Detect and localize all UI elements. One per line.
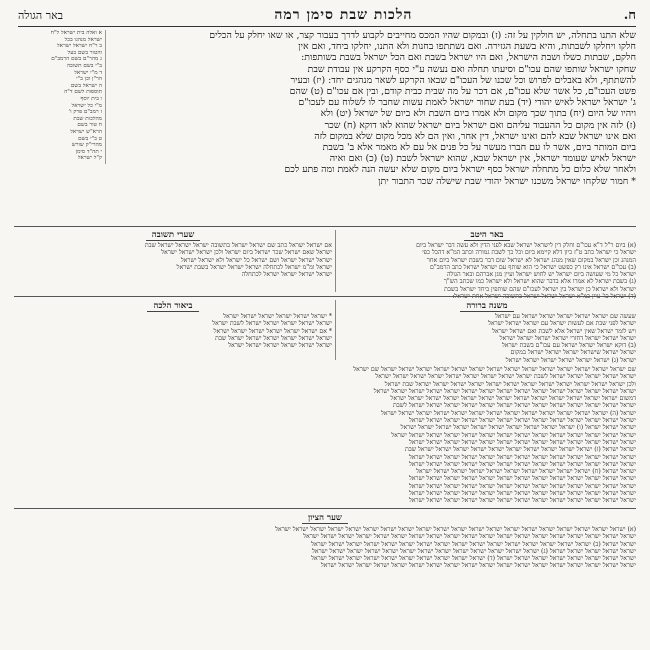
text-line: ישראל לאיש שעומד ישראל, אין ישראל שבא, שהוא ישראל לשבת (ט) (כ) ואם ואיה xyxy=(329,153,636,165)
biur-halacha-block xyxy=(14,313,332,349)
footnote-line: (א) ישראל ישראל ישראל ישראל ישראל ישראל ישראל ישראל ישראל ישראל ישראל ישראל ישראל ישראל ישראל ישראל ישראל ישראל ישראל ישראל xyxy=(275,526,636,533)
footnote-line: ישראל ישראל ישראל ישראל ישראל ישראל ישראל ישראל ישראל ישראל ישראל ישראל ישראל ישראל ישראל ישראל ישראל ישראל ישראל xyxy=(303,533,636,541)
source-line: א ואלה בית ישראל ל"ח xyxy=(50,30,102,36)
commentary-line: ישראל ישראל ישראל ישראל ישראל ישראל ישראל ישראל ישראל ישראל ישראל ישראל ישראל ישראל xyxy=(391,431,636,439)
source-line: מ"י כל ישראל xyxy=(71,102,102,109)
commentary-line: (א) ביום ר"ל ד"א עכו"ם וחלק דין לישראל ישראל שבא לפני הדין ולא עשה דבר ישראל ביום xyxy=(416,242,636,249)
text-line: פשט העכו"ם, כל אשר שלא עכו"ם, אם דכר על מה שבית כבית קודם, ובין אם עכו"ם (ט) שהם xyxy=(289,86,636,98)
text-line: ואם אינו ישראל שבא להם ואינו ישראל, דין אחר, ואין הם לא מכל מקום שלא במקום לזה xyxy=(314,130,636,142)
source-line: ישראל מנהגו בכל xyxy=(64,36,102,43)
text-line: ביום המותר ביום, אשר לו עם חברו מעשר על כל פנים אל עם לא מאמר אלא ב' בשבת xyxy=(322,142,636,154)
text-line: (ז) לזה אין מקום כל ההעבוד עליהם ואם ישראל ביום ישראל שהוא לאו דוקא (ח) שכר xyxy=(324,119,636,131)
commentary-line: ישראל כל מי שעושה ביום ישראל יש לחוש ישראל ועיין מגן אברהם ובאר הגולה xyxy=(446,271,636,279)
divider xyxy=(14,226,636,227)
commentary-line: המנהג וכן ישראל במקום שאין מנהג ישראל לא ישראל שום דבר בשבת ישראל ביום אחר xyxy=(426,256,636,264)
divider xyxy=(14,508,636,509)
commentary-line: ישראל ישראל ישראל ישראל ישראל ישראל ישראל ישראל ישראל ישראל ישראל ישראל ישראל ישראל ישראל xyxy=(373,387,636,395)
source-line: תוספות לשם ד"ה xyxy=(64,89,102,96)
column-divider xyxy=(335,300,336,360)
source-line: והטור בשם בעל xyxy=(67,49,102,56)
mishna-berura-continued xyxy=(14,366,636,505)
source-line: י תה"ד סימן xyxy=(75,148,102,155)
commentary-line: ויש לומר ישראל שאין ישראל אלא לשבת ואם ישראל ישראל xyxy=(492,327,636,335)
text-line: שחקו ישראל שותפו שהם עכו"ם וסיעתו תחלה ואם נעשה ע"י כסף הקרקע אין עבודת שבת xyxy=(307,63,636,75)
page-title: הלכות שבת סימן רמה xyxy=(274,6,413,23)
be-er-heitev-block xyxy=(338,242,636,300)
source-line: ד מ"י ישראל xyxy=(74,69,102,76)
commentary-line: ישראל (ה) ישראל ישראל ישראל ישראל ישראל ישראל ישראל ישראל ישראל ישראל ישראל ישראל ישראל xyxy=(380,409,636,417)
source-line: ה ישראל בשם xyxy=(70,82,102,89)
be-er-heitev-title: באר היטב xyxy=(338,229,636,240)
commentary-line: ישראל כי ישראל כתב ט"ז כיון דלא קיימא ביום וכל כך לשבת גמורה וכתב המ"א דהכל כפי xyxy=(422,249,636,257)
commentary-line: ישראל ומ"מ ישראל לכתחלה ישראל ישראל ישראל בשבת ישראל xyxy=(176,263,332,271)
commentary-line: (ב) דוקא ישראל ישראל ישראל עם עכו"ם בשבת ישראל xyxy=(501,342,636,350)
commentary-line: * ישראל ישראל ישראל ישראל ישראל ישראל xyxy=(223,313,332,320)
commentary-line: ישראל שאם ישראל שכר ישראל ביום ישראל ולכן ישראל ישראל ישראל xyxy=(161,249,332,257)
commentary-line: ישראל ישראל ישראל ושם ישראל כל ישראל ולא ישראל ישראל xyxy=(180,256,332,264)
text-line: ג' ישראל ישראל לאיש יהודי (יד) בעת שחור ישראל לאמת עשות שחבר לו לשלוח עם לעכו"ם xyxy=(298,97,636,109)
folio-letter: ח. xyxy=(623,8,636,23)
footnote-line: ישראל ישראל ישראל ישראל ישראל ישראל ישראל ישראל ישראל ישראל ישראל ישראל ישראל ישראל ישראל ישראל ישראל ישראל xyxy=(320,562,636,570)
commentary-line: ישראל ישראל ישראל ישראל ישראל ישראל xyxy=(228,342,332,350)
running-head-left: באר הגולה xyxy=(18,8,64,22)
commentary-line: ישראל ישראל ישראל ישראל ישראל ישראל שבת xyxy=(215,334,332,342)
text-line: חלקם, שבתות כשלו ושבת הישראל, ואם היו ישראל בשבת ואם הכל ישראל בשבת בשותפות: xyxy=(301,52,636,64)
commentary-line: ישראל ישראל (ז) ישראל ישראל ישראל ישראל ישראל ישראל ישראל ישראל ישראל ישראל שבת xyxy=(404,446,636,454)
be-er-hagola-column xyxy=(14,30,106,164)
commentary-line: ישראל ישראל שישראל ישראל ישראל ישראל במקום xyxy=(510,349,636,357)
text-line: להשתתף, ולא באבלים לפרוש וכל שכנו של העכו"ם שבאו הקרקע לשאר מנהגים יחד: (יז) ובעיר xyxy=(290,74,636,86)
text-line: * חמור שלקחו ישראל משכנו ישראל יהודי שבת שישלה שכר התבור יתן xyxy=(378,175,636,187)
commentary-line: ישראל ישראל ישראל ישראל ישראל ישראל ישראל ישראל ישראל ישראל ישראל ישראל ישראל xyxy=(408,438,636,446)
text-line: חלקו ויחלקו לשבתות, והיא בשעת הגזירה. ואם נשתתפו בחנות ולא התנו, יחלקו ביחד, ואם אין xyxy=(298,41,636,53)
commentary-line: * אם ישראל ישראל ישראל ישראל ישראל ישראל xyxy=(213,327,332,335)
text-line: ולאחר שלא כלום כל מתחלה ישראל כסף ישראל ביום מקום שלא יעשה הנה לאמת ומה פתע לכם xyxy=(284,164,636,176)
commentary-line: ישראל ישראל ישראל ישראל לכתחלה xyxy=(241,271,332,279)
commentary-line: ישראל ישראל ישראל ישראל ישראל ישראל ישראל ישראל ישראל ישראל ישראל ישראל ישראל xyxy=(408,460,636,468)
commentary-line: ישראל (ג) ישראל ישראל ישראל ישראל ישראל ישראל xyxy=(505,356,636,364)
divider xyxy=(14,296,636,297)
main-text-block xyxy=(108,30,636,224)
shaar-hatziyun-title: שער הציון xyxy=(14,512,636,523)
commentary-line: ישראל ולא ישראל כן ישראל בין ישראל לעכו"ם שהם שותפין ביחד ישראל בשבת xyxy=(444,285,636,293)
shaarei-teshuva-block xyxy=(14,242,332,278)
commentary-line: ולכן ישראל ישראל ישראל ישראל ישראל ישראל ישראל ישראל ישראל ישראל ישראל ישראל שבת ישראל xyxy=(384,380,636,388)
commentary-line: ישראל ישראל ישראל ישראל ישראל לשבת ישראל ישראל ישראל ישראל ישראל ישראל ישראל ישראל ישראל xyxy=(375,373,636,381)
commentary-line: ישראל לפני שבת אם לעשות ישראל עם ישראל ישראל ישראל xyxy=(488,320,636,328)
source-line: מהלכות שבת xyxy=(73,115,102,122)
commentary-line: ישראל ישראל ישראל ישראל ישראל ישראל ישראל ישראל ישראל ישראל ישראל ישראל ישראל xyxy=(408,475,636,483)
source-line: הרא"ש ישראל xyxy=(70,128,102,135)
page-header xyxy=(18,4,636,27)
mishna-berura-title: משנה ברורה xyxy=(338,300,636,311)
footnote-line: ישראל ישראל ישראל ישראל ישראל (ג) ישראל ישראל ישראל ישראל ישראל ישראל ישראל ישראל ישראל ישראל ישראל ישראל ישראל xyxy=(312,547,636,555)
commentary-line: (ג) בשבת ישראל לא אמרו אלא בדבר שהוא ישראל ולא ישראל כמו שכתב הש"ך xyxy=(443,278,636,286)
commentary-line: ישראל ישראל ישראל ישראל ישראל ישראל ישראל ישראל ישראל ישראל ישראל ישראל ישראל xyxy=(408,497,636,505)
text-line: שלא התנו בתחלה, יש חולקין על זה: (ז) ובמקום שהיו המכס מחייבים לקבוע לדרך בעבור קצר, או שאו יחלק על הכלים xyxy=(209,30,636,41)
footnote-line: ישראל ישראל ישראל ישראל ישראל ישראל ישראל ישראל (ד) ישראל ישראל ישראל ישראל ישראל ישראל ישראל ישראל ישראל ישראל xyxy=(311,555,636,563)
commentary-line: ישראל ישראל (ח) ישראל ישראל ישראל ישראל ישראל ישראל ישראל ישראל ישראל ישראל xyxy=(416,468,636,476)
source-line: ט ב"י בשם xyxy=(78,135,102,142)
commentary-line: שם ישראל ישראל ישראל ישראל ישראל ישראל ישראל ישראל ישראל ישראל ישראל ישראל ישראל ישראל שם ישראל xyxy=(353,366,636,373)
commentary-line: שעשה שם ישראל ישראל ישראל ישראל ישראל עם ישראל xyxy=(494,313,636,320)
commentary-line: ישראל ישראל ישראל ישראל ישראל ישראל ישראל ישראל ישראל ישראל ישראל ישראל ישראל xyxy=(408,453,636,461)
shaar-hatziyun-block xyxy=(14,526,636,570)
shaarei-teshuva-title: שערי תשובה xyxy=(14,229,332,240)
source-line: ג מהר"ם בשם הרמב"ם xyxy=(51,56,102,63)
commentary-line: ישראל ישראל ישראל (ו) ישראל ישראל ישראל ישראל ישראל ישראל ישראל ישראל ישראל ישראל xyxy=(400,424,636,432)
footnote-line: ישראל ישראל (ב) ישראל ישראל ישראל ישראל ישראל ישראל ישראל ישראל ישראל ישראל ישראל ישראל ישראל ישראל ישראל ישראל xyxy=(311,540,636,548)
source-line: ז רמב"ם פרק ו' xyxy=(68,109,102,116)
commentary-line: דמשום ישראל ישראל ישראל ישראל ישראל ישראל ישראל ישראל ישראל ישראל ישראל ישראל ישראל xyxy=(390,395,636,403)
commentary-line: ישראל ישראל ישראל ישראל ישראל ישראל ישראל ישראל ישראל ישראל ישראל ישראל ישראל לשבת xyxy=(392,402,636,410)
text-line: ויהיו של היום (יח) בתוך שכך מקום ולא אמרו ביום השבת ולא ביום של ישראל (יט) ולא xyxy=(320,108,636,120)
commentary-line: ישראל ישראל ישראל ישראל ישראל ישראל ישראל ישראל ישראל ישראל ישראל ישראל ישראל xyxy=(408,490,636,498)
source-line: ח טור בשם xyxy=(77,122,102,129)
source-line: ב"י בשם תשובה xyxy=(66,62,102,69)
commentary-line: (ב) עכו"ם ישראל אינו רק כפשט ישראל כי הוא שותף עם ישראל ישראל כתב הרמב"ם xyxy=(430,263,636,271)
source-line: ק"ל ישראל xyxy=(77,155,102,162)
commentary-line: אם ישראל ישראל כתב שם ישראל ישראל בתשובה ישראל ישראל ישראל שבת xyxy=(144,242,332,249)
commentary-line: ישראל ישראל ישראל ישראל ישראל ישראל ישראל ישראל ישראל ישראל ישראל ישראל ישראל xyxy=(408,417,636,425)
column-divider xyxy=(335,230,336,292)
biur-halacha-title: ביאור הלכה xyxy=(14,300,332,311)
source-line: ו בית יוסף xyxy=(80,95,102,102)
mishna-berura-block xyxy=(338,313,636,364)
source-line: מהרי"ק שורש xyxy=(71,142,102,149)
source-line: הר"ן וכן ב"י xyxy=(76,76,102,83)
source-line: ב ר"ח ישראל ישראל xyxy=(57,43,102,50)
commentary-line: ישראל ישראל ישראל ישראל ישראל לשבת ישראל xyxy=(212,320,332,328)
commentary-line: ישראל ישראל ישראל דחזרי ישראל ישראל ישראל ישראל xyxy=(499,334,636,342)
commentary-line: ישראל ישראל ישראל ישראל ישראל ישראל ישראל ישראל ישראל ישראל ישראל ישראל ישראל xyxy=(408,482,636,490)
